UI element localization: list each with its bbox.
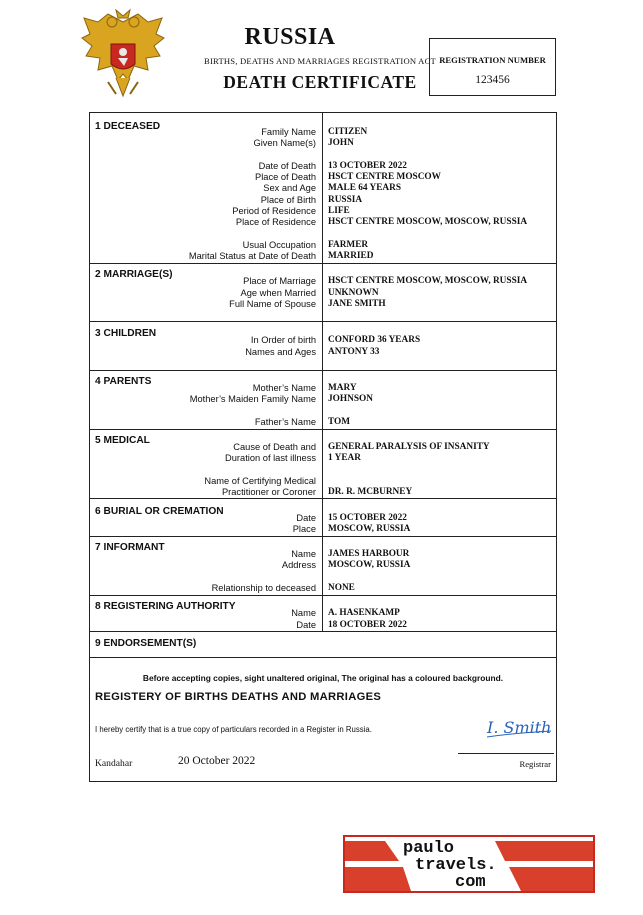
age-married-label: Age when Married <box>240 288 316 298</box>
relationship-label: Relationship to deceased <box>211 583 316 593</box>
spouse-value: JANE SMITH <box>328 299 386 309</box>
row-divider <box>90 595 556 596</box>
certification-statement: I hereby certify that is a true copy of particulars recorded in a Register in Russia. <box>95 725 372 734</box>
logo-line-3: com <box>455 873 486 892</box>
copy-warning-note: Before accepting copies, sight unaltered original, The original has a coloured background. <box>142 673 504 683</box>
registration-number-label: REGISTRATION NUMBER <box>439 55 546 65</box>
registry-title: REGISTERY OF BIRTHS DEATHS AND MARRIAGES <box>95 691 382 703</box>
column-divider <box>322 113 323 631</box>
place-of-birth-value: RUSSIA <box>328 195 363 205</box>
section-informant-heading: 7 INFORMANT <box>95 542 165 553</box>
informant-name-label: Name <box>291 549 316 559</box>
occupation-label: Usual Occupation <box>242 240 316 250</box>
child-2-value: ANTONY 33 <box>328 347 380 357</box>
row-divider <box>90 321 556 322</box>
certificate-title: DEATH CERTIFICATE <box>223 72 417 92</box>
burial-date-label: Date <box>296 513 316 523</box>
family-name-label: Family Name <box>261 127 316 137</box>
burial-date-value: 15 OCTOBER 2022 <box>328 513 407 523</box>
place-of-marriage-label: Place of Marriage <box>243 276 316 286</box>
given-names-value: JOHN <box>328 138 354 148</box>
father-name-value: TOM <box>328 417 351 427</box>
children-order-label: In Order of birth <box>250 335 316 345</box>
certificate-table <box>89 112 557 782</box>
authority-date-value: 18 OCTOBER 2022 <box>328 620 407 630</box>
occupation-value: FARMER <box>328 240 369 250</box>
section-children-heading: 3 CHILDREN <box>95 328 157 339</box>
father-name-label: Father’s Name <box>254 417 316 427</box>
place-of-death-value: HSCT CENTRE MOSCOW <box>328 172 441 182</box>
section-marriage-heading: 2 MARRIAGE(S) <box>95 269 173 280</box>
authority-name-value: A. HASENKAMP <box>328 608 400 618</box>
section-parents-heading: 4 PARENTS <box>95 376 152 387</box>
row-divider <box>90 536 556 537</box>
cause-label: Cause of Death and <box>233 442 316 452</box>
signature-text: I. Smith <box>487 718 552 737</box>
practitioner-label-2: Practitioner or Coroner <box>221 487 316 497</box>
age-married-value: UNKNOWN <box>328 288 379 298</box>
mother-maiden-label: Mother’s Maiden Family Name <box>189 394 316 404</box>
section-endorsement-heading: 9 ENDORSEMENT(S) <box>95 638 197 649</box>
date-of-death-label: Date of Death <box>258 161 316 171</box>
mother-name-label: Mother’s Name <box>252 383 316 393</box>
period-residence-label: Period of Residence <box>232 206 316 216</box>
row-divider <box>90 498 556 499</box>
section-authority-heading: 8 REGISTERING AUTHORITY <box>95 601 236 612</box>
logo-line-2: travels. <box>415 856 497 875</box>
place-of-marriage-value: HSCT CENTRE MOSCOW, MOSCOW, RUSSIA <box>328 276 528 286</box>
sex-age-label: Sex and Age <box>263 183 316 193</box>
cause-value: GENERAL PARALYSIS OF INSANITY <box>328 442 490 452</box>
informant-name-value: JAMES HARBOUR <box>328 549 410 559</box>
row-divider <box>90 631 556 632</box>
place-of-death-label: Place of Death <box>255 172 316 182</box>
practitioner-label-1: Name of Certifying Medical <box>204 476 316 486</box>
date-of-death-value: 13 OCTOBER 2022 <box>328 161 407 171</box>
registration-number-box <box>429 38 556 96</box>
authority-name-label: Name <box>291 608 316 618</box>
marital-status-value: MARRIED <box>328 251 374 261</box>
informant-address-value: MOSCOW, RUSSIA <box>328 560 411 570</box>
registrar-signature <box>485 713 555 743</box>
act-name: BIRTHS, DEATHS AND MARRIAGES REGISTRATION ACT <box>204 56 436 66</box>
burial-place-label: Place <box>292 524 316 534</box>
relationship-value: NONE <box>328 583 355 593</box>
family-name-value: CITIZEN <box>328 127 368 137</box>
authority-date-label: Date <box>296 620 316 630</box>
registration-number-value: 123456 <box>475 74 510 86</box>
place-residence-label: Place of Residence <box>235 217 316 227</box>
informant-address-label: Address <box>281 560 316 570</box>
given-names-label: Given Name(s) <box>253 138 316 148</box>
children-names-label: Names and Ages <box>245 347 316 357</box>
issue-date: 20 October 2022 <box>178 755 256 767</box>
place-residence-value: HSCT CENTRE MOSCOW, MOSCOW, RUSSIA <box>328 217 528 227</box>
section-medical-heading: 5 MEDICAL <box>95 435 150 446</box>
section-burial-heading: 6 BURIAL OR CREMATION <box>95 506 224 517</box>
registrar-label: Registrar <box>519 759 551 769</box>
spouse-label: Full Name of Spouse <box>229 299 316 309</box>
section-deceased-heading: 1 DECEASED <box>95 121 161 132</box>
issue-place: Kandahar <box>95 758 133 769</box>
place-of-birth-label: Place of Birth <box>260 195 316 205</box>
signature-line <box>458 753 554 754</box>
sex-age-value: MALE 64 YEARS <box>328 183 402 193</box>
practitioner-value: DR. R. MCBURNEY <box>328 487 413 497</box>
marital-status-label: Marital Status at Date of Death <box>188 251 316 261</box>
paulotravels-logo <box>343 835 595 893</box>
logo-line-1: paulo <box>403 839 455 858</box>
mother-maiden-value: JOHNSON <box>328 394 373 404</box>
duration-label: Duration of last illness <box>225 453 316 463</box>
period-residence-value: LIFE <box>328 206 350 216</box>
row-divider <box>90 263 556 264</box>
child-1-value: CONFORD 36 YEARS <box>328 335 421 345</box>
country-title: RUSSIA <box>244 24 336 50</box>
row-divider <box>90 370 556 371</box>
russian-coat-of-arms-icon <box>78 8 168 100</box>
row-divider <box>90 429 556 430</box>
duration-value: 1 YEAR <box>328 453 361 463</box>
row-divider <box>90 657 556 658</box>
mother-name-value: MARY <box>328 383 357 393</box>
burial-place-value: MOSCOW, RUSSIA <box>328 524 411 534</box>
